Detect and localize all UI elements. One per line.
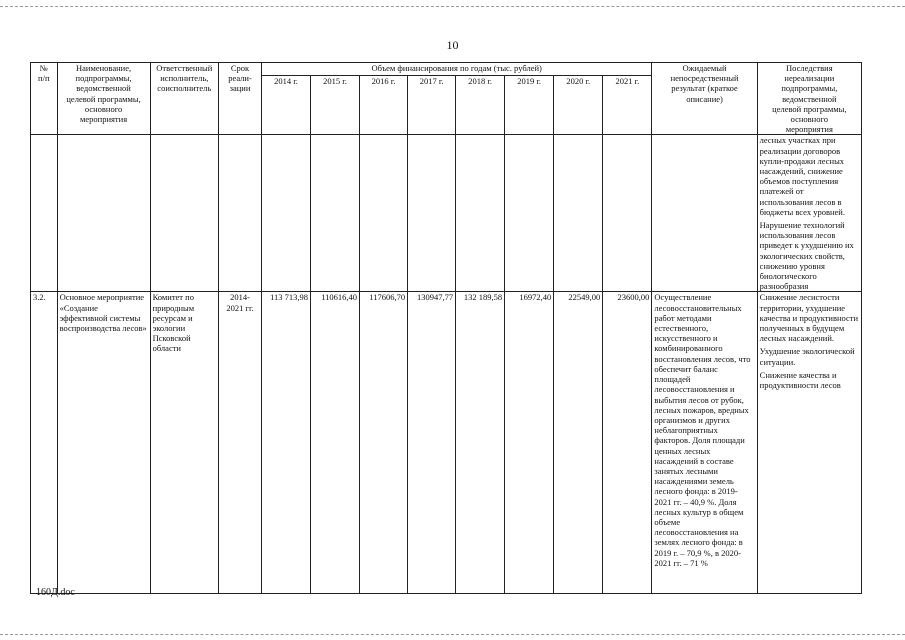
funding-2014: 113 713,98	[261, 292, 310, 594]
row-number: 3.2.	[31, 292, 58, 594]
file-name-footer: 160Д.doc	[36, 587, 75, 598]
funding-2020: 22549,00	[554, 292, 603, 594]
continuation-consequence-text: Нарушение технологий использования лесов приведет к ухудшению их экологических свойств, снижению уровня биологического разнообразия	[759, 220, 854, 292]
header-funding-title: Объем финансирования по годам (тыс. рублей)	[261, 63, 651, 76]
program-table	[30, 62, 862, 594]
scan-edge-top	[0, 6, 905, 7]
header-year: 2017 г.	[408, 76, 456, 135]
header-year: 2019 г.	[505, 76, 554, 135]
header-year: 2021 г.	[603, 76, 652, 135]
funding-2015: 110616,40	[311, 292, 360, 594]
funding-2019: 16972,40	[505, 292, 554, 594]
header-year: 2016 г.	[360, 76, 408, 135]
continuation-consequence-text: лесных участках при реализации договоров купли-продажи лесных насаждений, снижение объемов поступления платежей от использования лесов в бюджеты всех уровней.	[759, 135, 845, 217]
header-year: 2015 г.	[311, 76, 360, 135]
expected-result: Осуществление лесовосстановительных работ методами естественного, искусственного и комбинированного восстановления лесов, что обеспечит баланс площадей лесовосстановления и выбытия лесов от рубок, лесных пожаров, вредных организмов и других неблагоприятных факторов. Доля площади ценных лесных насаждений в составе занятых лесными насаждениями земель лесного фонда: в 2019-2021 гг. – 40,9 %. Доля лесных культур в общем объеме лесовосстановления на землях лесного фонда: в 2019 г. – 70,9 %, в 2020-2021 гг. – 71 %	[652, 292, 757, 594]
header-term: Срок реали- зации	[219, 63, 262, 135]
funding-2021: 23600,00	[603, 292, 652, 594]
funding-2016: 117606,70	[360, 292, 408, 594]
scan-edge-bottom	[0, 634, 905, 635]
continuation-consequences-cell	[757, 135, 861, 292]
header-year: 2020 г.	[554, 76, 603, 135]
header-name: Наименование, подпрограммы, ведомственной целевой программы, основного мероприятия	[57, 63, 150, 135]
funding-2017: 130947,77	[408, 292, 456, 594]
consequence-text: Снижение качества и продуктивности лесов	[759, 369, 841, 391]
page-number: 10	[446, 38, 459, 52]
header-executor: Ответственный исполнитель, соисполнитель	[150, 63, 218, 135]
row-3-2	[31, 292, 862, 594]
header-row-top	[31, 63, 862, 76]
funding-2018: 132 189,58	[456, 292, 505, 594]
responsible-executor: Комитет по природным ресурсам и экологии Псковской области	[150, 292, 218, 594]
continuation-row	[31, 135, 862, 292]
header-num: № п/п	[31, 63, 58, 135]
header-year: 2014 г.	[261, 76, 310, 135]
header-year: 2018 г.	[456, 76, 505, 135]
consequence-text: Ухудшение экологической ситуации.	[759, 346, 855, 367]
header-result: Ожидаемый непосредственный результат (краткое описание)	[652, 63, 757, 135]
header-consequences: Последствия нереализации подпрограммы, ведомственной целевой программы, основного мероприятия	[757, 63, 861, 135]
consequence-text: Снижение лесистости территории, ухудшение качества и продуктивности полученных в будущем лесных насаждений.	[759, 292, 859, 344]
consequences-cell	[757, 292, 861, 594]
activity-name: Основное мероприятие «Создание эффективной системы воспроизводства лесов»	[57, 292, 150, 594]
implementation-term: 2014- 2021 гг.	[219, 292, 262, 594]
